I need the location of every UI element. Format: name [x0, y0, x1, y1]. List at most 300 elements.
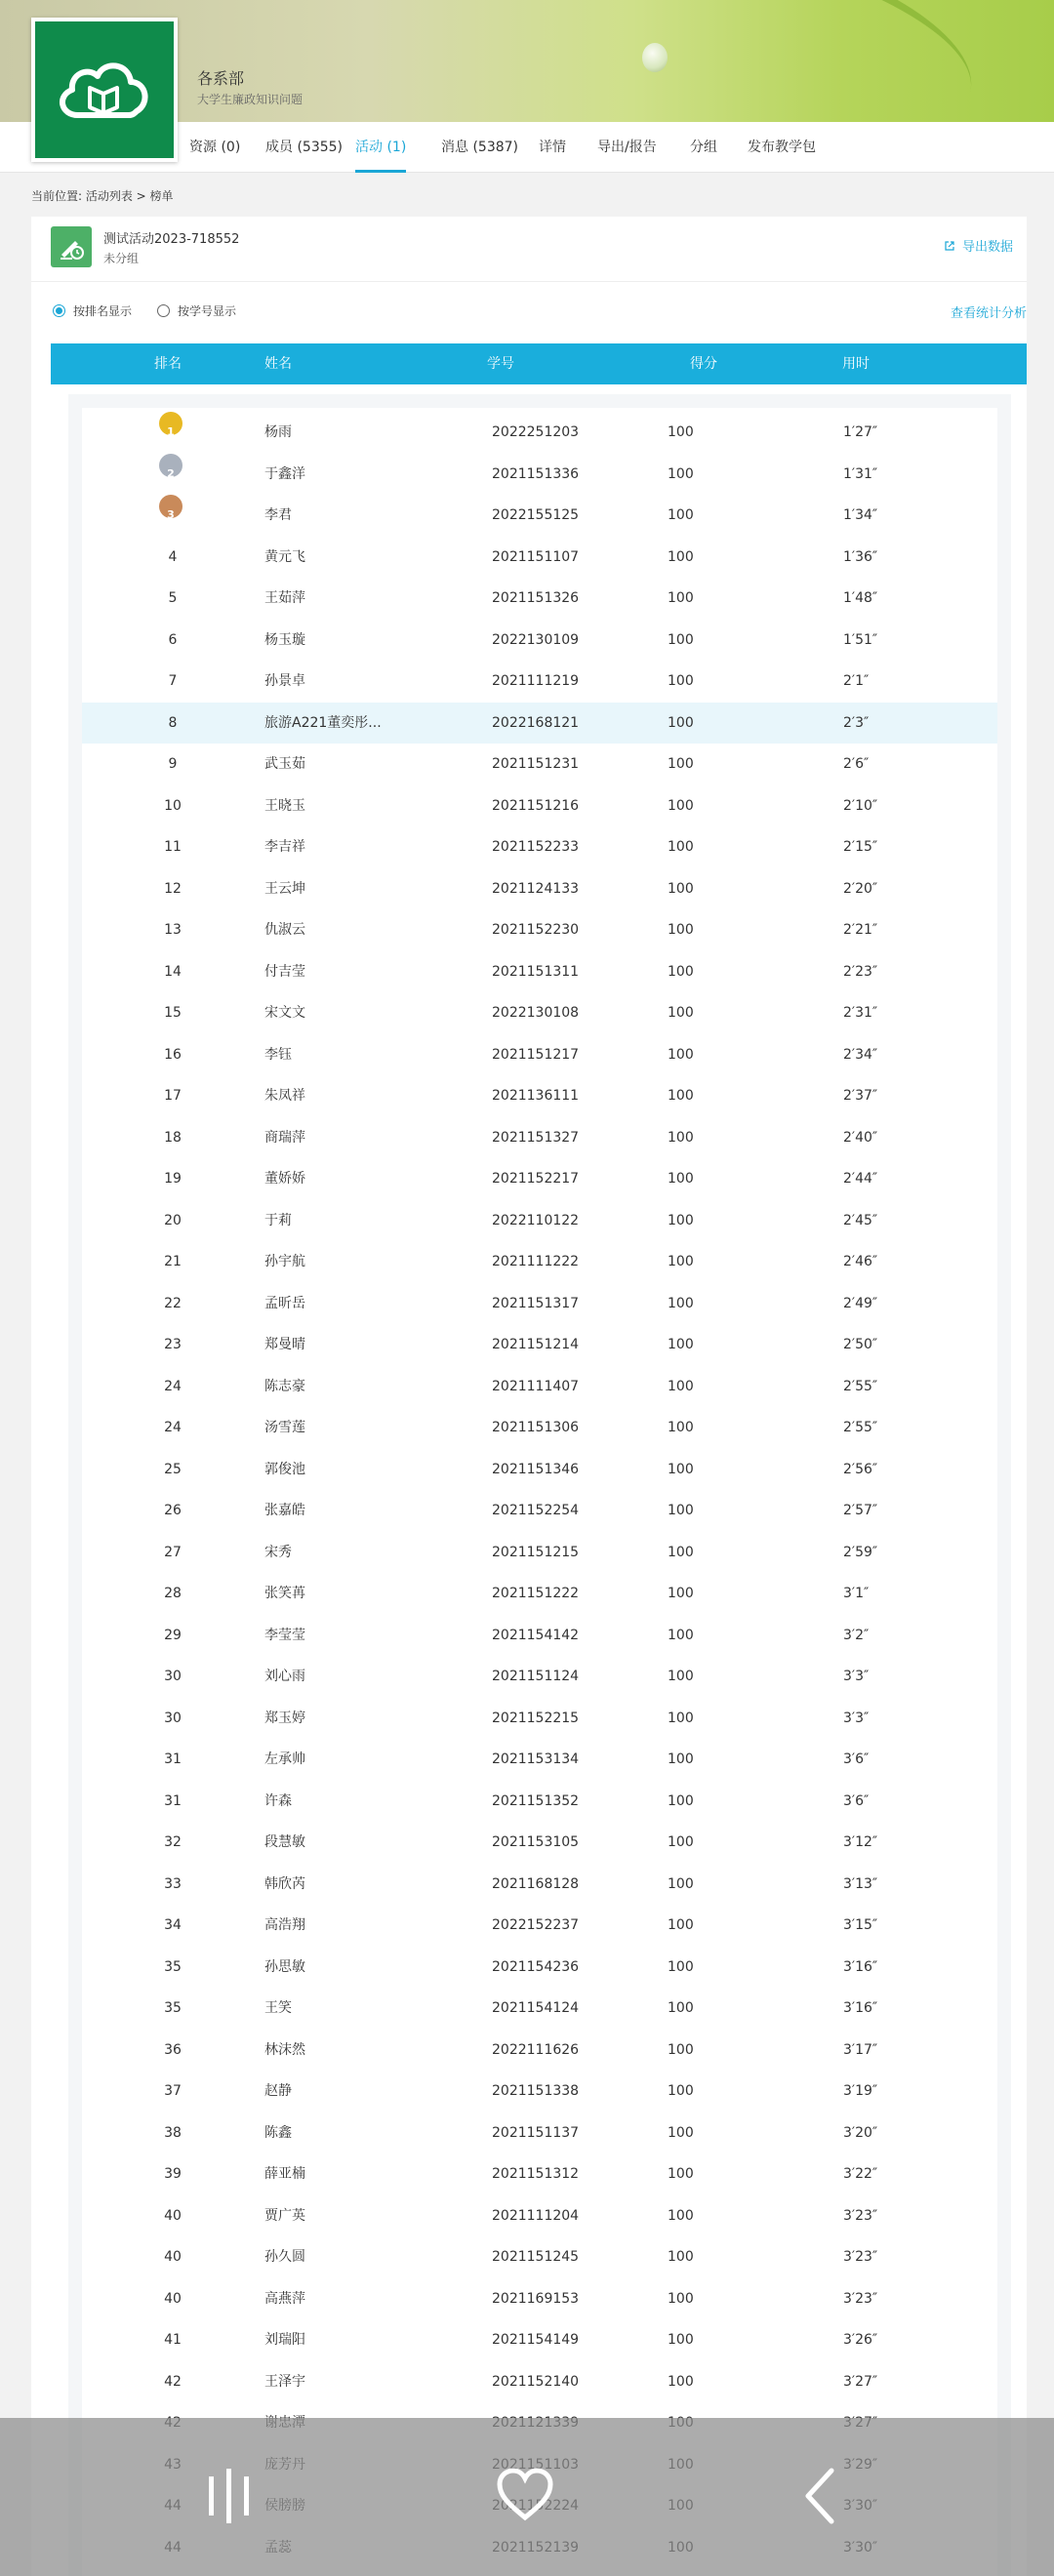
- student-id-cell: 2021151346: [492, 1461, 580, 1477]
- table-row: [82, 1407, 997, 1449]
- time-cell: 2′46″: [843, 1254, 878, 1269]
- name-cell: 韩欣芮: [264, 1875, 305, 1892]
- export-data-label: 导出数据: [961, 240, 1013, 255]
- time-cell: 3′26″: [843, 2332, 878, 2348]
- rank-cell: 32: [164, 1834, 182, 1850]
- score-cell: 100: [668, 2041, 694, 2058]
- time-cell: 2′55″: [843, 1378, 878, 1394]
- rank-cell: 5: [168, 590, 178, 606]
- rank-cell: 6: [168, 631, 178, 648]
- student-id-cell: 2021111204: [492, 2207, 580, 2224]
- name-cell: 宋文文: [264, 1005, 305, 1021]
- time-cell: 1′34″: [843, 507, 878, 523]
- rank-cell: 19: [164, 1171, 182, 1187]
- time-cell: 2′15″: [843, 839, 878, 855]
- name-cell: 郭俊池: [264, 1461, 305, 1477]
- rank-cell: 36: [164, 2041, 182, 2058]
- rank-cell: 27: [164, 1544, 182, 1560]
- student-id-cell: 2021151311: [492, 963, 580, 980]
- time-cell: 2′10″: [843, 797, 878, 814]
- score-cell: 100: [668, 1544, 694, 1560]
- name-cell: 张嘉皓: [264, 1503, 305, 1518]
- score-cell: 100: [668, 1958, 694, 1975]
- score-cell: 100: [668, 922, 694, 938]
- breadcrumb: 当前位置: 活动列表 > 榜单: [31, 189, 174, 203]
- score-cell: 100: [668, 1917, 694, 1933]
- score-cell: 100: [668, 756, 694, 772]
- time-cell: 2′3″: [843, 714, 870, 731]
- table-row: [82, 2153, 997, 2195]
- activity-icon: [51, 226, 92, 267]
- table-row: [82, 1822, 997, 1864]
- student-id-cell: 2022155125: [492, 507, 580, 523]
- student-id-cell: 2021136111: [492, 1088, 580, 1104]
- time-cell: 2′6″: [843, 756, 870, 772]
- student-id-cell: 2021154236: [492, 1958, 580, 1975]
- table-row: [82, 744, 997, 785]
- student-id-cell: 2021151245: [492, 2249, 580, 2265]
- score-cell: 100: [668, 2124, 694, 2141]
- score-cell: 100: [668, 1627, 694, 1643]
- table-row: [82, 2236, 997, 2278]
- divider: [31, 281, 1027, 282]
- student-id-cell: 2022251203: [492, 424, 580, 440]
- score-cell: 100: [668, 880, 694, 897]
- name-cell: 段慧敏: [264, 1834, 305, 1850]
- table-row: [82, 868, 997, 910]
- time-cell: 3′17″: [843, 2041, 878, 2058]
- table-row: [82, 1283, 997, 1325]
- rank-cell: 29: [164, 1627, 182, 1643]
- time-cell: 3′27″: [843, 2373, 878, 2390]
- table-body: [82, 408, 997, 2576]
- time-cell: 3′19″: [843, 2083, 878, 2099]
- rank-cell: 35: [164, 1958, 182, 1975]
- student-id-cell: 2021151327: [492, 1129, 580, 1146]
- table-row: [82, 412, 997, 454]
- back-chevron-icon[interactable]: [800, 2467, 839, 2529]
- name-cell: 李君: [264, 507, 292, 523]
- time-cell: 2′20″: [843, 880, 878, 897]
- tab-members[interactable]: 成员 (5355): [265, 140, 344, 155]
- water-drop-decoration: [642, 43, 668, 72]
- student-id-cell: 2021111219: [492, 673, 580, 689]
- tab-export-report[interactable]: 导出/报告: [597, 140, 657, 155]
- col-time: 用时: [842, 356, 870, 372]
- score-cell: 100: [668, 839, 694, 855]
- name-cell: 李莹莹: [264, 1627, 305, 1643]
- table-row: [82, 1241, 997, 1283]
- score-cell: 100: [668, 1503, 694, 1518]
- name-cell: 孙思敏: [264, 1958, 305, 1975]
- rank-cell: 41: [164, 2332, 182, 2348]
- student-id-cell: 2021151231: [492, 756, 580, 772]
- radio-unchecked-icon: [157, 304, 170, 317]
- student-id-cell: 2021151352: [492, 1792, 580, 1809]
- table-row: [82, 1615, 997, 1657]
- sort-by-rank-radio[interactable]: [53, 302, 132, 319]
- table-row: [82, 661, 997, 703]
- score-cell: 100: [668, 590, 694, 606]
- score-cell: 100: [668, 797, 694, 814]
- sort-by-id-radio[interactable]: [157, 302, 236, 319]
- student-id-cell: 2022130109: [492, 631, 580, 648]
- name-cell: 杨玉璇: [264, 631, 305, 648]
- table-row: [82, 826, 997, 868]
- student-id-cell: 2021151222: [492, 1586, 580, 1601]
- score-cell: 100: [668, 1875, 694, 1892]
- time-cell: 2′40″: [843, 1129, 878, 1146]
- name-cell: 左承帅: [264, 1751, 305, 1767]
- score-cell: 100: [668, 1751, 694, 1767]
- rank-cell: 18: [164, 1129, 182, 1146]
- student-id-cell: 2021153105: [492, 1834, 580, 1850]
- rank-cell: 40: [164, 2207, 182, 2224]
- name-cell: 王泽宇: [264, 2373, 305, 2390]
- name-cell: 李钰: [264, 1046, 292, 1063]
- sort-by-id-label: 按学号显示: [178, 304, 237, 318]
- name-cell: 李吉祥: [264, 839, 305, 855]
- sort-by-rank-label: 按排名显示: [73, 304, 133, 318]
- table-row: [82, 1905, 997, 1947]
- table-row: [82, 1656, 997, 1698]
- table-row: [82, 1200, 997, 1242]
- time-cell: 1′51″: [843, 631, 878, 648]
- student-id-cell: 2021151338: [492, 2083, 580, 2099]
- table-header: [51, 343, 1027, 384]
- score-cell: 100: [668, 2000, 694, 2016]
- table-row: [82, 454, 997, 496]
- time-cell: 3′23″: [843, 2249, 878, 2265]
- rank-cell: 38: [164, 2124, 182, 2141]
- table-row: [82, 2030, 997, 2072]
- score-cell: 100: [668, 1046, 694, 1063]
- rank-cell: 33: [164, 1875, 182, 1892]
- student-id-cell: 2021154149: [492, 2332, 580, 2348]
- org-name: 各系部: [197, 69, 245, 88]
- student-id-cell: 2022168121: [492, 714, 580, 731]
- time-cell: 2′23″: [843, 963, 878, 980]
- time-cell: 2′55″: [843, 1420, 878, 1435]
- student-id-cell: 2022130108: [492, 1005, 580, 1021]
- score-cell: 100: [668, 1171, 694, 1187]
- table-row: [82, 1988, 997, 2030]
- time-cell: 2′37″: [843, 1088, 878, 1104]
- score-cell: 100: [668, 673, 694, 689]
- tab-messages[interactable]: 消息 (5387): [441, 140, 519, 155]
- leaf-decoration: [454, 0, 991, 122]
- student-id-cell: 2021151214: [492, 1337, 580, 1352]
- score-cell: 100: [668, 1005, 694, 1021]
- table-row: [82, 620, 997, 662]
- time-cell: 3′6″: [843, 1792, 870, 1809]
- score-cell: 100: [668, 1834, 694, 1850]
- time-cell: 3′2″: [843, 1627, 870, 1643]
- name-cell: 孟昕岳: [264, 1295, 305, 1311]
- name-cell: 王云坤: [264, 880, 305, 897]
- score-cell: 100: [668, 1378, 694, 1394]
- table-row: [82, 1532, 997, 1574]
- menu-bars-icon[interactable]: [203, 2467, 254, 2529]
- score-cell: 100: [668, 1420, 694, 1435]
- rank-cell: 30: [164, 1710, 182, 1726]
- rank-cell: 15: [164, 1005, 182, 1021]
- student-id-cell: 2021152230: [492, 922, 580, 938]
- rank-cell: 30: [164, 1669, 182, 1684]
- time-cell: 2′21″: [843, 922, 878, 938]
- student-id-cell: 2021124133: [492, 880, 580, 897]
- student-id-cell: 2021151317: [492, 1295, 580, 1311]
- time-cell: 2′57″: [843, 1503, 878, 1518]
- score-cell: 100: [668, 1337, 694, 1352]
- score-cell: 100: [668, 1669, 694, 1684]
- score-cell: 100: [668, 1129, 694, 1146]
- rank-cell: 31: [164, 1792, 182, 1809]
- table-row: [82, 2195, 997, 2237]
- time-cell: 2′50″: [843, 1337, 878, 1352]
- time-cell: 3′12″: [843, 1834, 878, 1850]
- rank-cell: 13: [164, 922, 182, 938]
- tab-publish-package[interactable]: 发布教学包: [748, 140, 816, 155]
- rank-cell: 11: [164, 839, 182, 855]
- radio-checked-icon: [53, 304, 65, 317]
- student-id-cell: 2021153134: [492, 1751, 580, 1767]
- leaderboard-panel: [31, 217, 1027, 2576]
- name-cell: 赵静: [264, 2083, 292, 2099]
- name-cell: 商瑞萍: [264, 1129, 305, 1146]
- time-cell: 2′31″: [843, 1005, 878, 1021]
- name-cell: 许森: [264, 1792, 292, 1809]
- time-cell: 2′44″: [843, 1171, 878, 1187]
- table-row: [82, 1490, 997, 1532]
- name-cell: 薛亚楠: [264, 2166, 305, 2182]
- student-id-cell: 2021152215: [492, 1710, 580, 1726]
- rank-cell: 20: [164, 1212, 182, 1228]
- activity-group: 未分组: [103, 252, 140, 265]
- score-cell: 100: [668, 424, 694, 440]
- table-row: [82, 1117, 997, 1159]
- table-row: [82, 2071, 997, 2113]
- score-cell: 100: [668, 963, 694, 980]
- score-cell: 100: [668, 2249, 694, 2265]
- name-cell: 旅游A221董奕彤...: [264, 714, 382, 731]
- student-id-cell: 2021151107: [492, 548, 580, 565]
- time-cell: 1′48″: [843, 590, 878, 606]
- time-cell: 1′27″: [843, 424, 878, 440]
- name-cell: 武玉茹: [264, 756, 305, 772]
- tab-resources[interactable]: 资源 (0): [189, 140, 241, 155]
- rank-cell: 35: [164, 2000, 182, 2016]
- view-stats-link[interactable]: 查看统计分析: [950, 306, 1027, 321]
- score-cell: 100: [668, 548, 694, 565]
- score-cell: 100: [668, 507, 694, 523]
- score-cell: 100: [668, 1710, 694, 1726]
- name-cell: 刘心雨: [264, 1669, 305, 1684]
- rank-cell: 16: [164, 1046, 182, 1063]
- name-cell: 于莉: [264, 1212, 292, 1228]
- tab-groups[interactable]: 分组: [690, 140, 717, 155]
- name-cell: 陈志豪: [264, 1378, 305, 1394]
- bronze-medal-icon: 3: [159, 495, 182, 518]
- bottom-overlay-bar: [0, 2418, 1054, 2576]
- name-cell: 陈鑫: [264, 2124, 292, 2141]
- name-cell: 王晓玉: [264, 797, 305, 814]
- student-id-cell: 2021151216: [492, 797, 580, 814]
- student-id-cell: 2021154142: [492, 1627, 580, 1643]
- name-cell: 郑曼晴: [264, 1337, 305, 1352]
- table-row: [82, 2319, 997, 2361]
- org-subtitle: 大学生廉政知识问题: [197, 93, 304, 106]
- student-id-cell: 2022152237: [492, 1917, 580, 1933]
- rank-cell: 24: [164, 1378, 182, 1394]
- col-student-id: 学号: [487, 356, 514, 372]
- score-cell: 100: [668, 2166, 694, 2182]
- name-cell: 林沫然: [264, 2041, 305, 2058]
- heart-icon[interactable]: [496, 2467, 554, 2529]
- student-id-cell: 2021151124: [492, 1669, 580, 1684]
- name-cell: 贾广英: [264, 2207, 305, 2224]
- time-cell: 1′36″: [843, 548, 878, 565]
- activity-title: 测试活动2023-718552: [103, 232, 240, 247]
- name-cell: 孙景卓: [264, 673, 305, 689]
- rank-cell: 4: [168, 548, 178, 565]
- cloud-book-icon: [35, 21, 174, 158]
- table-row: [82, 1781, 997, 1823]
- time-cell: 3′3″: [843, 1669, 870, 1684]
- rank-cell: 24: [164, 1420, 182, 1435]
- time-cell: 3′16″: [843, 2000, 878, 2016]
- name-cell: 朱凤祥: [264, 1088, 305, 1104]
- rank-cell: 21: [164, 1254, 182, 1269]
- student-id-cell: 2021151306: [492, 1420, 580, 1435]
- score-cell: 100: [668, 2332, 694, 2348]
- table-row: [82, 951, 997, 993]
- tab-details[interactable]: 详情: [539, 140, 566, 155]
- name-cell: 仇淑云: [264, 922, 305, 938]
- name-cell: 王笑: [264, 2000, 292, 2016]
- score-cell: 100: [668, 1295, 694, 1311]
- table-row: [82, 2278, 997, 2320]
- table-row: [82, 1739, 997, 1781]
- time-cell: 3′3″: [843, 1710, 870, 1726]
- name-cell: 张笑苒: [264, 1586, 305, 1601]
- name-cell: 宋秀: [264, 1544, 292, 1560]
- time-cell: 2′49″: [843, 1295, 878, 1311]
- score-cell: 100: [668, 1212, 694, 1228]
- student-id-cell: 2021168128: [492, 1875, 580, 1892]
- rank-cell: 40: [164, 2290, 182, 2307]
- time-cell: 2′45″: [843, 1212, 878, 1228]
- time-cell: 3′23″: [843, 2207, 878, 2224]
- student-id-cell: 2022110122: [492, 1212, 580, 1228]
- student-id-cell: 2021151217: [492, 1046, 580, 1063]
- rank-cell: 10: [164, 797, 182, 814]
- rank-cell: 12: [164, 880, 182, 897]
- name-cell: 汤雪莲: [264, 1420, 305, 1435]
- score-cell: 100: [668, 465, 694, 482]
- table-row: [82, 537, 997, 579]
- time-cell: 3′13″: [843, 1875, 878, 1892]
- student-id-cell: 2021151312: [492, 2166, 580, 2182]
- student-id-cell: 2021151326: [492, 590, 580, 606]
- rank-cell: 40: [164, 2249, 182, 2265]
- rank-cell: 17: [164, 1088, 182, 1104]
- table-row: [82, 578, 997, 620]
- name-cell: 于鑫洋: [264, 465, 305, 482]
- col-rank: 排名: [154, 356, 182, 372]
- table-row: [82, 1573, 997, 1615]
- student-id-cell: 2021152233: [492, 839, 580, 855]
- score-cell: 100: [668, 2290, 694, 2307]
- table-row: [82, 2361, 997, 2403]
- rank-cell: 28: [164, 1586, 182, 1601]
- export-data-button[interactable]: [944, 236, 1013, 255]
- org-logo: [31, 18, 178, 162]
- score-cell: 100: [668, 1792, 694, 1809]
- rank-cell: 31: [164, 1751, 182, 1767]
- col-name: 姓名: [264, 356, 292, 372]
- student-id-cell: 2021152217: [492, 1171, 580, 1187]
- score-cell: 100: [668, 714, 694, 731]
- table-row: [82, 703, 997, 745]
- student-id-cell: 2021154124: [492, 2000, 580, 2016]
- student-id-cell: 2021169153: [492, 2290, 580, 2307]
- name-cell: 董娇娇: [264, 1171, 305, 1187]
- rank-cell: 34: [164, 1917, 182, 1933]
- name-cell: 郑玉婷: [264, 1710, 305, 1726]
- table-row: [82, 1698, 997, 1740]
- rank-cell: 8: [168, 714, 178, 731]
- time-cell: 3′22″: [843, 2166, 878, 2182]
- student-id-cell: 2021151215: [492, 1544, 580, 1560]
- score-cell: 100: [668, 2207, 694, 2224]
- time-cell: 3′6″: [843, 1751, 870, 1767]
- name-cell: 高浩翔: [264, 1917, 305, 1933]
- time-cell: 3′1″: [843, 1586, 870, 1601]
- table-row: [82, 909, 997, 951]
- col-score: 得分: [690, 356, 717, 372]
- name-cell: 高燕萍: [264, 2290, 305, 2307]
- rank-cell: 26: [164, 1503, 182, 1518]
- name-cell: 刘瑞阳: [264, 2332, 305, 2348]
- tab-activities[interactable]: 活动 (1): [355, 122, 406, 173]
- student-id-cell: 2021111222: [492, 1254, 580, 1269]
- student-id-cell: 2021152254: [492, 1503, 580, 1518]
- table-row: [82, 1449, 997, 1491]
- score-cell: 100: [668, 631, 694, 648]
- student-id-cell: 2021152140: [492, 2373, 580, 2390]
- rank-cell: 22: [164, 1295, 182, 1311]
- silver-medal-icon: 2: [159, 454, 182, 477]
- name-cell: 付吉莹: [264, 963, 305, 980]
- score-cell: 100: [668, 2083, 694, 2099]
- table-row: [82, 785, 997, 827]
- student-id-cell: 2021151336: [492, 465, 580, 482]
- time-cell: 2′56″: [843, 1461, 878, 1477]
- time-cell: 2′34″: [843, 1046, 878, 1063]
- rank-cell: 14: [164, 963, 182, 980]
- name-cell: 黄元飞: [264, 548, 305, 565]
- gold-medal-icon: 1: [159, 412, 182, 435]
- score-cell: 100: [668, 2373, 694, 2390]
- table-row: [82, 495, 997, 537]
- time-cell: 3′16″: [843, 1958, 878, 1975]
- table-row: [82, 1947, 997, 1989]
- table-row: [82, 992, 997, 1034]
- rank-cell: 37: [164, 2083, 182, 2099]
- time-cell: 2′59″: [843, 1544, 878, 1560]
- score-cell: 100: [668, 1461, 694, 1477]
